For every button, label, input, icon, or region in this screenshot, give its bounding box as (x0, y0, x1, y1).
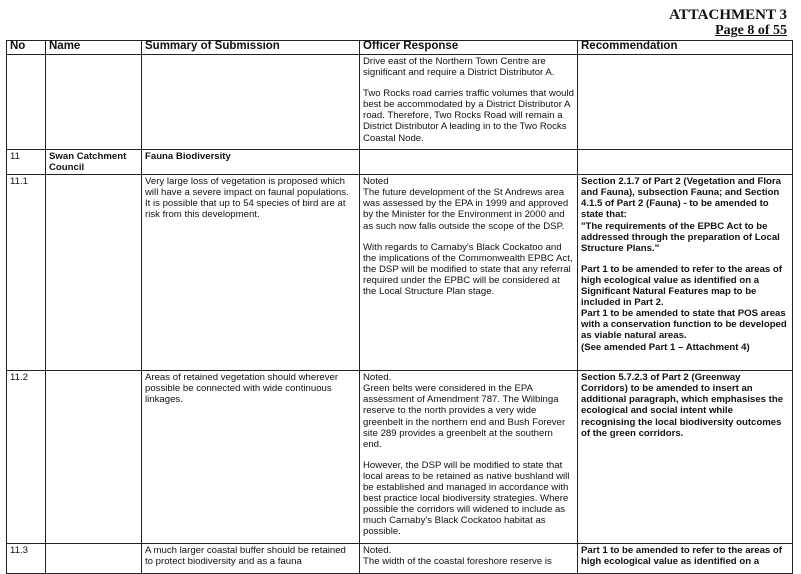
table-header-row (7, 41, 793, 55)
cell-response (360, 544, 578, 574)
column-header-recommendation: Recommendation (578, 41, 793, 55)
response-paragraph: Noted (363, 176, 389, 188)
cell-response (360, 175, 578, 371)
response-paragraph: Two Rocks road carries traffic volumes that would best be accommodated by a District Distributor A road. Therefore, Two Rocks Road will remain a District Distributor A leading in to the Two Rocks Coastal Node. (363, 88, 574, 144)
column-header-no: No (7, 41, 46, 55)
response-paragraph: The future development of the St Andrews area was assessed by the EPA in 1999 and approved by the Minister for the Environment in 2000 and as such now falls outside the scope of the DSP. (363, 187, 569, 232)
cell-name (46, 371, 142, 544)
cell-summary: A much larger coastal buffer should be retained to protect biodiversity and as a fauna (142, 544, 360, 574)
cell-response (360, 55, 578, 150)
recommendation-paragraph: Part 1 to be amended to state that POS areas with a conservation function to be developed as viable natural areas. (581, 308, 787, 342)
response-paragraph: Noted. (363, 372, 392, 384)
table-row (7, 150, 793, 175)
cell-summary (142, 55, 360, 150)
recommendation-paragraph: Section 2.1.7 of Part 2 (Vegetation and Flora and Fauna), subsection Fauna; and Section 4.1.5 of Part 2 (Fauna) - to be amended to state that: (581, 176, 781, 221)
recommendation-paragraph: Part 1 to be amended to refer to the areas of high ecological value as identified on a Significant Natural Features map to be included in Part 2. (581, 263, 782, 309)
response-paragraph: Noted. (363, 545, 392, 557)
response-paragraph: With regards to Carnaby's Black Cockatoo and the implications of the Commonwealth EPBC Act, the DSP will be modified to state that any referral required under the EPBC will be considered at the Local Structure Plan stage. (363, 241, 573, 298)
response-paragraph: Drive east of the Northern Town Centre are significant and require a District Distributor A. (363, 56, 555, 79)
cell-no (7, 55, 46, 150)
cell-name (46, 544, 142, 574)
cell-recommendation: Section 5.7.2.3 of Part 2 (Greenway Corridors) to be amended to insert an additional paragraph, which emphasises the ecological and social intent while recognising the local biodiversity outcomes of the green corridors. (578, 371, 793, 544)
recommendation-paragraph: "The requirements of the EPBC Act to be addressed through the preparation of Local Structure Plans." (581, 220, 780, 254)
column-header-response: Officer Response (360, 41, 578, 55)
cell-name (46, 175, 142, 371)
cell-summary: Very large loss of vegetation is proposed which will have a severe impact on faunal populations. It is possible that up to 54 species of bird are at risk from this development. (142, 175, 360, 371)
page-number: Page 8 of 55 (715, 23, 787, 38)
cell-name (46, 55, 142, 150)
cell-recommendation (578, 175, 793, 371)
cell-summary: Areas of retained vegetation should wherever possible be connected with wide continuous linkages. (142, 371, 360, 544)
cell-response (360, 371, 578, 544)
table-row (7, 544, 793, 574)
cell-recommendation (578, 55, 793, 150)
cell-name: Swan Catchment Council (46, 150, 142, 175)
table-row (7, 175, 793, 371)
cell-summary: Fauna Biodiversity (142, 150, 360, 175)
cell-no: 11.3 (7, 544, 46, 574)
cell-recommendation (578, 150, 793, 175)
cell-response (360, 150, 578, 175)
column-header-name: Name (46, 41, 142, 55)
attachment-label: ATTACHMENT 3 (669, 7, 787, 23)
page-header (669, 8, 787, 38)
cell-no: 11 (7, 150, 46, 175)
cell-recommendation: Part 1 to be amended to refer to the areas of high ecological value as identified on a (578, 544, 793, 574)
submissions-table (6, 40, 793, 574)
recommendation-paragraph: (See amended Part 1 – Attachment 4) (581, 341, 750, 353)
cell-no: 11.1 (7, 175, 46, 371)
response-paragraph: However, the DSP will be modified to state that local areas to be retained as native bushland will be established and managed in accordance with best practice local biodiversity strategies. Where possible the corridors will widened to include as much Carnaby's Black Cockatoo habitat as possible. (363, 459, 570, 538)
column-header-summary: Summary of Submission (142, 41, 360, 55)
table-row (7, 55, 793, 150)
response-paragraph: The width of the coastal foreshore reserve is (363, 556, 552, 568)
table-row (7, 371, 793, 544)
response-paragraph: Green belts were considered in the EPA assessment of Amendment 787. The Wilbinga reserve to the north provides a very wide greenbelt in the northern end and Bush Forever site 289 provides a greenbelt at the southern end. (363, 383, 566, 450)
cell-no: 11.2 (7, 371, 46, 544)
